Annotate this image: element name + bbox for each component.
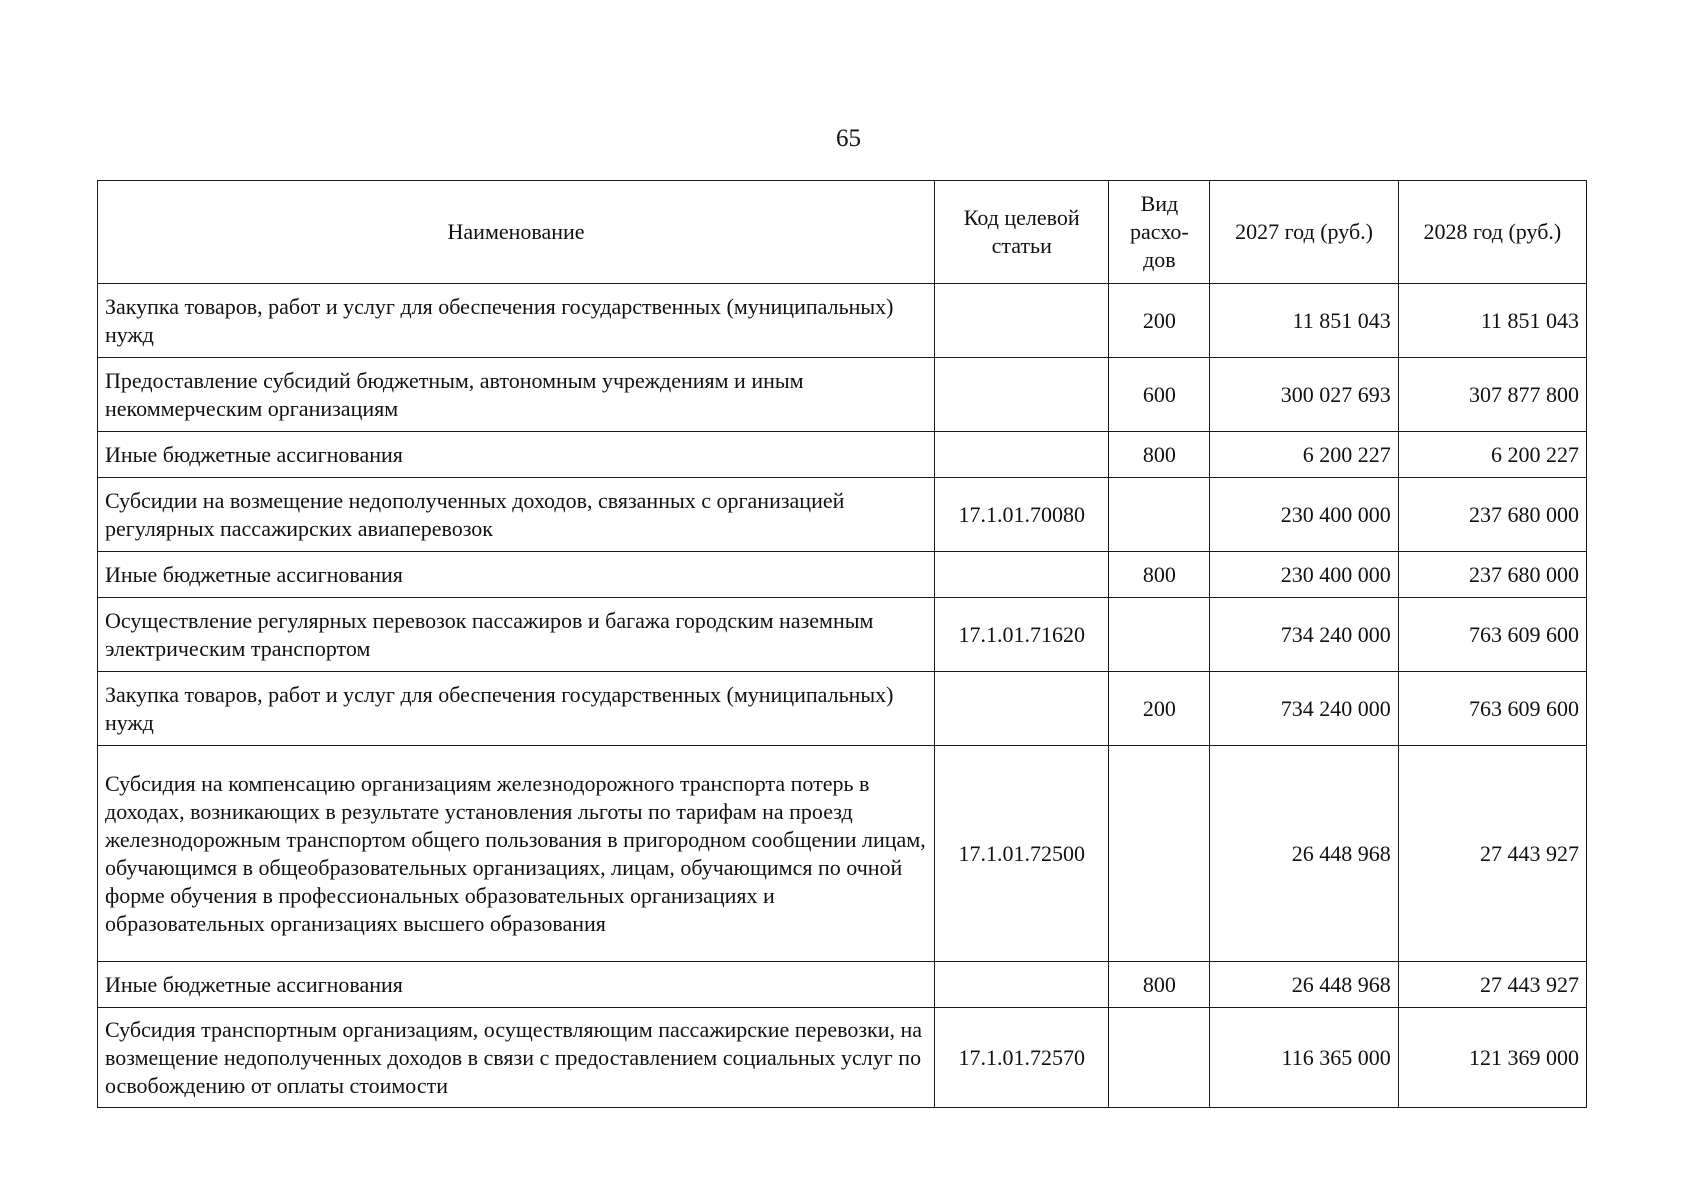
- row-2028: 763 609 600: [1398, 672, 1586, 746]
- row-code: 17.1.01.72570: [935, 1008, 1109, 1108]
- row-2028: 121 369 000: [1398, 1008, 1586, 1108]
- table-row: [98, 284, 1587, 358]
- row-name: Иные бюджетные ассигнования: [98, 432, 935, 478]
- row-2028: 237 680 000: [1398, 552, 1586, 598]
- header-2028: 2028 год (руб.): [1398, 181, 1586, 284]
- header-code: Код целевой статьи: [935, 181, 1109, 284]
- row-kind: 800: [1109, 962, 1210, 1008]
- row-name: Осуществление регулярных перевозок пассажиров и багажа городским наземным электрическим транспортом: [98, 598, 935, 672]
- row-2027: 116 365 000: [1210, 1008, 1398, 1108]
- row-2027: 6 200 227: [1210, 432, 1398, 478]
- row-2028: 11 851 043: [1398, 284, 1586, 358]
- row-2027: 26 448 968: [1210, 962, 1398, 1008]
- row-2027: 230 400 000: [1210, 552, 1398, 598]
- row-code: [935, 284, 1109, 358]
- page-number: 65: [836, 125, 861, 152]
- row-2027: 230 400 000: [1210, 478, 1398, 552]
- row-2027: 11 851 043: [1210, 284, 1398, 358]
- row-code: [935, 432, 1109, 478]
- row-kind: [1109, 598, 1210, 672]
- row-2027: 734 240 000: [1210, 598, 1398, 672]
- row-kind: 200: [1109, 672, 1210, 746]
- table-row: [98, 552, 1587, 598]
- row-kind: [1109, 478, 1210, 552]
- table-row: [98, 746, 1587, 962]
- row-2028: 237 680 000: [1398, 478, 1586, 552]
- budget-table: [97, 180, 1587, 1108]
- row-name: Субсидия на компенсацию организациям железнодорожного транспорта потерь в доходах, возникающих в результате установления льготы по тарифам на проезд железнодорожным транспортом общего пользования в пригородном сообщении лицам, обучающимся в общеобразовательных организациях, лицам, обучающимся по очной форме обучения в профессиональных образовательных организациях и образовательных организациях высшего образования: [98, 746, 935, 962]
- row-name: Иные бюджетные ассигнования: [98, 552, 935, 598]
- table-row: [98, 1008, 1587, 1108]
- row-2027: 734 240 000: [1210, 672, 1398, 746]
- row-2028: 763 609 600: [1398, 598, 1586, 672]
- row-code: [935, 358, 1109, 432]
- table-row: [98, 598, 1587, 672]
- row-name: Субсидия транспортным организациям, осуществляющим пассажирские перевозки, на возмещение недополученных доходов в связи с предоставлением социальных услуг по освобождению от оплаты стоимости: [98, 1008, 935, 1108]
- row-name: Закупка товаров, работ и услуг для обеспечения государственных (муниципальных) нужд: [98, 284, 935, 358]
- row-name: Субсидии на возмещение недополученных доходов, связанных с организацией регулярных пассажирских авиаперевозок: [98, 478, 935, 552]
- row-kind: 800: [1109, 552, 1210, 598]
- row-name: Иные бюджетные ассигнования: [98, 962, 935, 1008]
- row-kind: [1109, 746, 1210, 962]
- row-code: [935, 672, 1109, 746]
- row-2028: 27 443 927: [1398, 962, 1586, 1008]
- table-row: [98, 432, 1587, 478]
- row-2027: 300 027 693: [1210, 358, 1398, 432]
- table-row: [98, 358, 1587, 432]
- row-code: 17.1.01.70080: [935, 478, 1109, 552]
- row-name: Предоставление субсидий бюджетным, автономным учреждениям и иным некоммерческим организациям: [98, 358, 935, 432]
- row-kind: 800: [1109, 432, 1210, 478]
- row-2028: 6 200 227: [1398, 432, 1586, 478]
- header-kind: Вид расхо- дов: [1109, 181, 1210, 284]
- row-code: 17.1.01.71620: [935, 598, 1109, 672]
- table-header-row: [98, 181, 1587, 284]
- row-kind: [1109, 1008, 1210, 1108]
- header-2027: 2027 год (руб.): [1210, 181, 1398, 284]
- table-row: [98, 962, 1587, 1008]
- row-2027: 26 448 968: [1210, 746, 1398, 962]
- row-2028: 27 443 927: [1398, 746, 1586, 962]
- row-kind: 600: [1109, 358, 1210, 432]
- row-code: [935, 962, 1109, 1008]
- header-name: Наименование: [98, 181, 935, 284]
- row-code: [935, 552, 1109, 598]
- row-2028: 307 877 800: [1398, 358, 1586, 432]
- table-row: [98, 672, 1587, 746]
- row-kind: 200: [1109, 284, 1210, 358]
- row-code: 17.1.01.72500: [935, 746, 1109, 962]
- table-row: [98, 478, 1587, 552]
- row-name: Закупка товаров, работ и услуг для обеспечения государственных (муниципальных) нужд: [98, 672, 935, 746]
